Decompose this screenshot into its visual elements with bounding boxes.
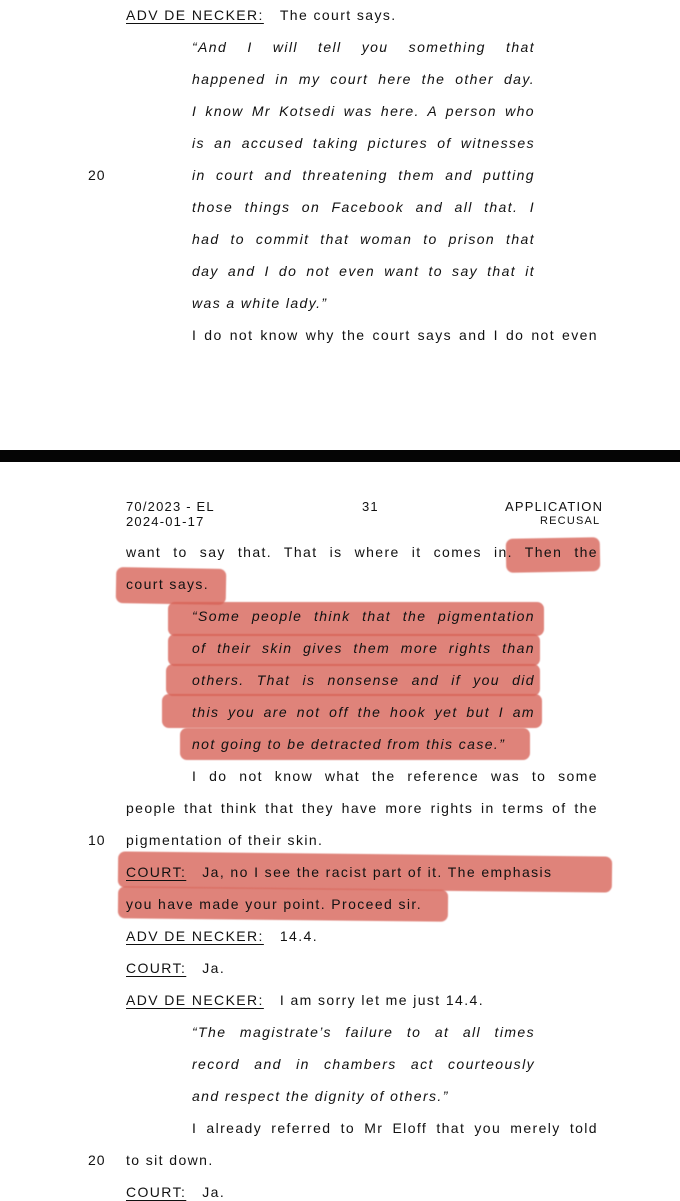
quote-line: this you are not off the hook yet but I am [192, 704, 535, 720]
body-line: court says. [126, 576, 210, 592]
quote-line: was a white lady.” [192, 295, 328, 311]
quote-line: I know Mr Kotsedi was here. A person who [192, 103, 535, 119]
speaker-text: The court says. [279, 7, 397, 23]
quote-line: and respect the dignity of others.” [192, 1088, 449, 1104]
quote-line: others. That is nonsense and if you did [192, 672, 535, 688]
quote-line: not going to be detracted from this case.” [192, 736, 506, 752]
speaker-line [126, 991, 484, 1009]
quote-line: had to commit that woman to prison that [192, 231, 535, 247]
body-line: people that think that they have more rights in terms of the [126, 800, 598, 816]
quote-line: those things on Facebook and all that. I [192, 199, 535, 215]
speaker-label: COURT: [126, 1184, 187, 1200]
quote-line: happened in my court here the other day. [192, 71, 535, 87]
quote-line: of their skin gives them more rights than [192, 640, 535, 656]
speaker-label: ADV DE NECKER: [126, 928, 264, 944]
speaker-line [126, 1183, 225, 1201]
header-subtitle: RECUSAL [540, 515, 601, 527]
page-divider [0, 450, 680, 462]
quote-line: day and I do not even want to say that it [192, 263, 535, 279]
body-line: I do not know what the reference was to some [192, 768, 598, 784]
quote-line: “And I will tell you something that [192, 39, 535, 55]
line-number: 20 [88, 1152, 106, 1168]
body-line: you have made your point. Proceed sir. [126, 896, 423, 912]
line-number: 10 [88, 832, 106, 848]
body-line: I do not know why the court says and I do not even [192, 327, 598, 343]
quote-line: is an accused taking pictures of witnesses [192, 135, 535, 151]
speaker-line [126, 6, 397, 24]
body-line: I already referred to Mr Eloff that you merely told [192, 1120, 598, 1136]
body-line: pigmentation of their skin. [126, 832, 324, 848]
speaker-label: ADV DE NECKER: [126, 7, 264, 23]
speaker-text: 14.4. [279, 928, 318, 944]
speaker-text: Ja, no I see the racist part of it. The emphasis [202, 864, 553, 880]
quote-line: “The magistrate’s failure to at all times [192, 1024, 535, 1040]
body-line: to sit down. [126, 1152, 214, 1168]
line-number: 20 [88, 167, 106, 183]
speaker-line [126, 927, 318, 945]
speaker-label: ADV DE NECKER: [126, 992, 264, 1008]
header-title: APPLICATION [505, 499, 604, 514]
quote-line: record and in chambers act courteously [192, 1056, 535, 1072]
speaker-label: COURT: [126, 864, 187, 880]
body-line: want to say that. That is where it comes in. Then the [126, 544, 598, 560]
quote-line: “Some people think that the pigmentation [192, 608, 535, 624]
transcript-date: 2024-01-17 [126, 514, 205, 529]
speaker-line [126, 863, 552, 881]
transcript-page-top [0, 0, 680, 450]
speaker-text: Ja. [202, 960, 226, 976]
case-number: 70/2023 - EL [126, 499, 215, 514]
page-number: 31 [362, 499, 379, 514]
speaker-line [126, 959, 225, 977]
quote-line: in court and threatening them and putting [192, 167, 535, 183]
transcript-page-bottom [0, 462, 680, 1200]
speaker-text: Ja. [202, 1184, 226, 1200]
speaker-text: I am sorry let me just 14.4. [279, 992, 485, 1008]
speaker-label: COURT: [126, 960, 187, 976]
